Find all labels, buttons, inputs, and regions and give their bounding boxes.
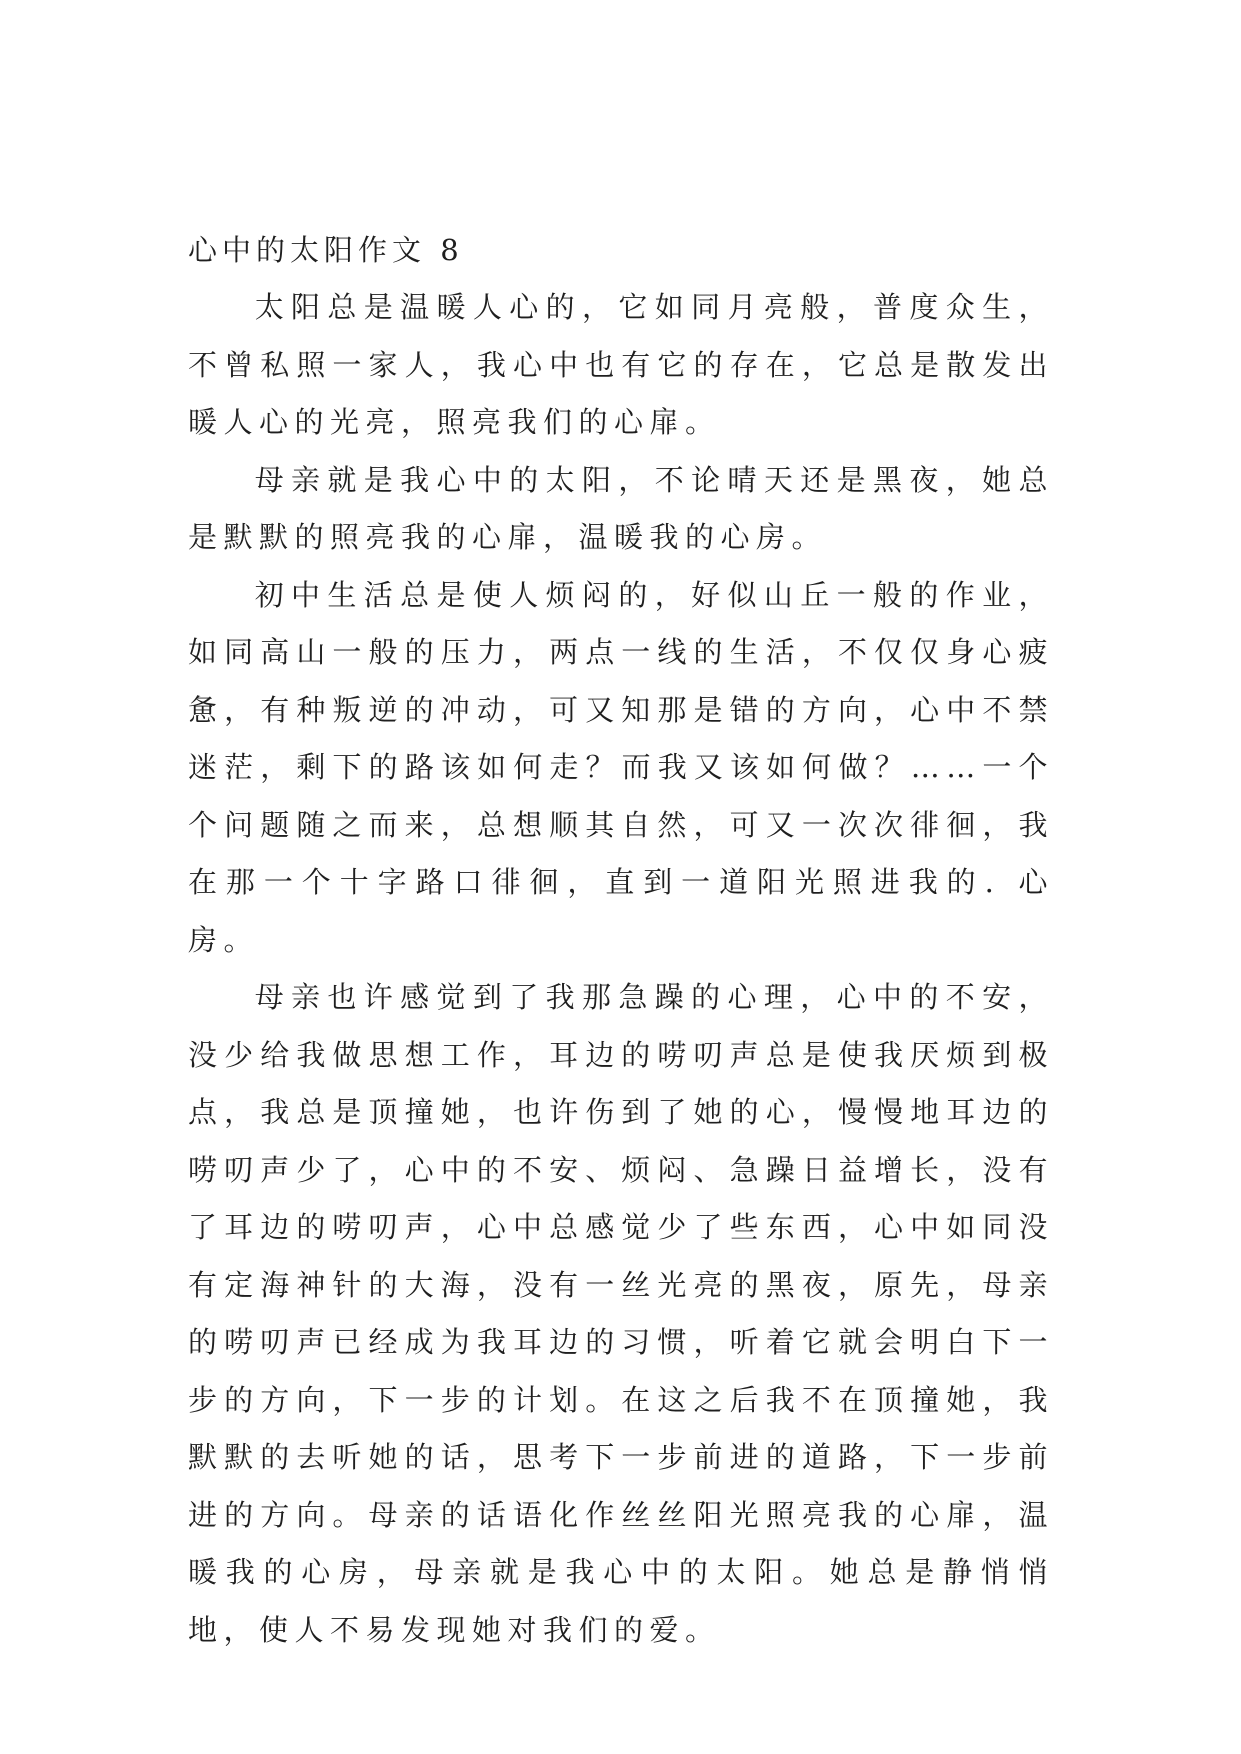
paragraph-2: 母亲就是我心中的太阳，不论晴天还是黑夜，她总是默默的照亮我的心扉，温暖我的心房。 xyxy=(188,462,1054,554)
essay-title: 心中的太阳作文 8 xyxy=(188,233,464,267)
paragraph-1: 太阳总是温暖人心的，它如同月亮般，普度众生，不曾私照一家人，我心中也有它的存在，它总是散发出暖人心的光亮，照亮我们的心扉。 xyxy=(188,290,1054,439)
essay-body xyxy=(188,222,1054,1659)
paragraph-3: 初中生活总是使人烦闷的，好似山丘一般的作业，如同高山一般的压力，两点一线的生活，不仅仅身心疲惫，有种叛逆的冲动，可又知那是错的方向，心中不禁迷茫，剩下的路该如何走？而我又该如何做？……一个个问题随之而来，总想顺其自然，可又一次次徘徊，我在那一个十字路口徘徊，直到一道阳光照进我的. 心房。 xyxy=(188,577,1054,957)
paragraph-4: 母亲也许感觉到了我那急躁的心理，心中的不安，没少给我做思想工作，耳边的唠叨声总是使我厌烦到极点，我总是顶撞她，也许伤到了她的心，慢慢地耳边的唠叨声少了，心中的不安、烦闷、急躁日益增长，没有了耳边的唠叨声，心中总感觉少了些东西，心中如同没有定海神针的大海，没有一丝光亮的黑夜，原先，母亲的唠叨声已经成为我耳边的习惯，听着它就会明白下一步的方向，下一步的计划。在这之后我不在顶撞她，我默默的去听她的话，思考下一步前进的道路，下一步前进的方向。母亲的话语化作丝丝阳光照亮我的心扉，温暖我的心房，母亲就是我心中的太阳。她总是静悄悄地，使人不易发现她对我们的爱。 xyxy=(188,980,1054,1647)
